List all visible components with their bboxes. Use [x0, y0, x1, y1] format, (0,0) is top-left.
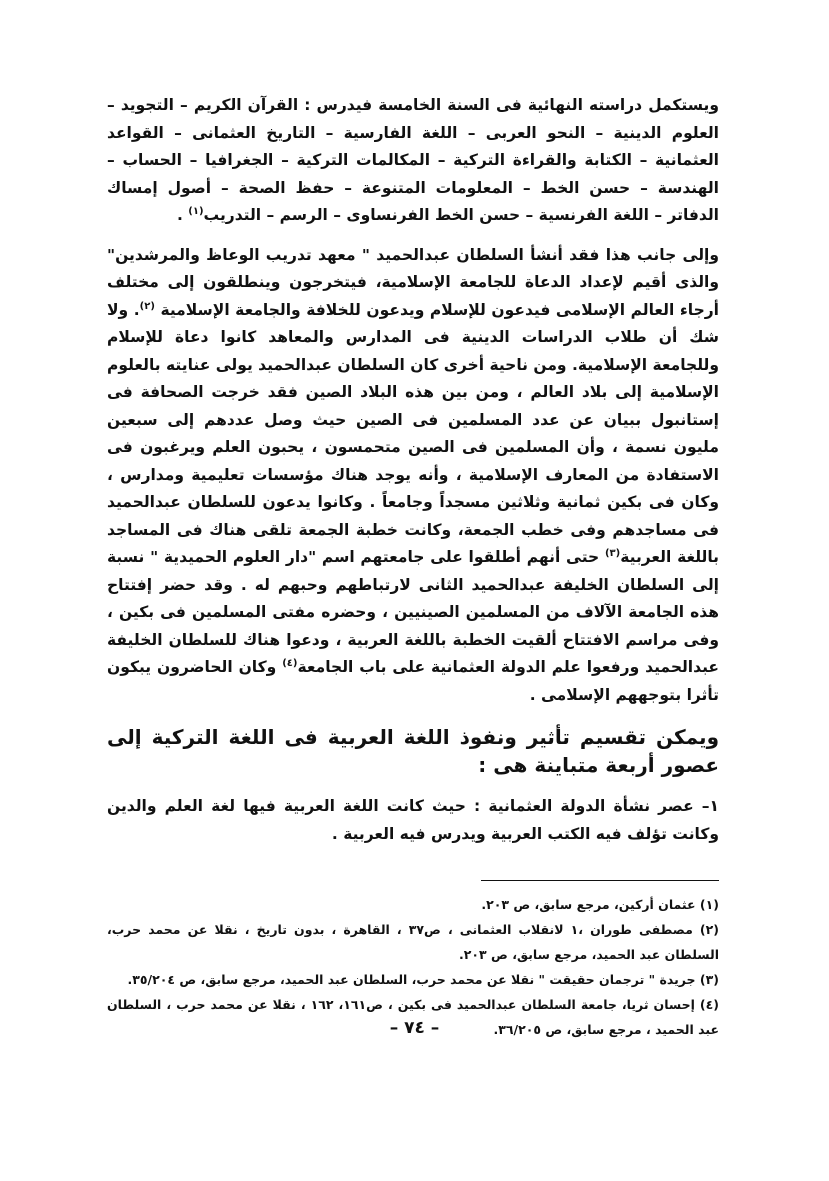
paragraph-text: حتى أنهم أطلقوا على جامعتهم اسم "دار العلوم الحميدية " نسبة إلى السلطان الخليفة عبدالحميد الثانى لارتباطهم وحبهم له . وقد حضر إفتتاح هذه الجامعة الآلاف من المسلمين الصينيين ، وحضره مفتى المسلمين فى بكين ، وفى مراسم الافتتاح ألقيت الخطبة باللغة العربية ، ودعوا هناك للسلطان الخليفة عبدالحميد ورفعوا علم الدولة العثمانية على باب الجامعة: [107, 548, 719, 676]
paragraph-text: ويستكمل دراسته النهائية فى السنة الخامسة فيدرس : القرآن الكريم – التجويد – العلوم الدينية – النحو العربى – اللغة الفارسية – التاريخ العثمانى – القواعد العثمانية – الكتابة والقراءة التركية – المكالمات التركية – الجغرافيا – الحساب – الهندسة – حسن الخط – المعلومات المتنوعة – حفظ الصحة – أصول إمساك الدفاتر – اللغة الفرنسية – حسن الخط الفرنساوى – الرسم – التدريب: [107, 96, 719, 224]
footnote-ref-2: (٢): [139, 300, 155, 312]
paragraph-text: . ولا شك أن طلاب الدراسات الدينية فى المدارس والمعاهد كانوا دعاة للإسلام وللجامعة الإسلامية. ومن ناحية أخرى كان السلطان عبدالحميد يولى عنايته بالعلوم الإسلامية إلى بلاد العالم ، ومن بين هذه البلاد الصين فقد خرجت الصحافة فى إستانبول ببيان عن عدد المسلمين فى الصين حيث وصل عددهم إلى سبعين مليون نسمة ، وأن المسلمين فى الصين متحمسون ، يحبون العلم ويرغبون فى الاستفادة من المعارف الإسلامية ، وأنه يوجد هناك مؤسسات تعليمية ومدارس ، وكان فى بكين ثمانية وثلاثين مسجداً وجامعاً . وكانوا يدعون للسلطان عبدالحميد فى مساجدهم وفى خطب الجمعة، وكانت خطبة الجمعة تلقى هناك فى المساجد باللغة العربية: [107, 300, 719, 566]
list-item-label: ١– عصر نشأة الدولة العثمانية :: [474, 797, 720, 815]
paragraph-curriculum: [107, 92, 719, 230]
page-number: – ٧٤ –: [389, 1018, 440, 1038]
footnote-3: (٣) جريدة " ترجمان حقيقت " نقلا عن محمد حرب، السلطان عبد الحميد، مرجع سابق، ص ٣٥/٢٠٤.: [127, 972, 719, 987]
footnote-separator: [481, 880, 719, 881]
footnote-ref-1: (١): [188, 205, 204, 217]
paragraph-text: وكان الحاضرون يبكون تأثرا بتوجههم الإسلامى .: [107, 658, 719, 704]
list-item-era-1: [107, 793, 719, 848]
list-item-text: حيث كانت اللغة العربية فيها لغة العلم والدين وكانت تؤلف فيه الكتب العربية ويدرس فيه العربية .: [107, 797, 719, 843]
section-heading: ويمكن تقسيم تأثير ونفوذ اللغة العربية فى اللغة التركية إلى عصور أربعة متباينة هى :: [107, 725, 719, 777]
footnote-1: (١) عثمان أركين، مرجع سابق، ص ٢٠٣.: [481, 897, 719, 912]
footnote-ref-3: (٣): [604, 547, 621, 559]
footnote-4: (٤) إحسان ثريا، جامعة السلطان عبدالحميد فى بكين ، ص١٦١، ١٦٢ ، نقلا عن محمد حرب ، السلطان عبد الحميد ، مرجع سابق، ص ٣٦/٢٠٥.: [107, 997, 719, 1037]
paragraph-text: وإلى جانب هذا فقد أنشأ السلطان عبدالحميد " معهد تدريب الوعاظ والمرشدين" والذى أقيم لإعداد الدعاة للجامعة الإسلامية، فيتخرجون وينطلقون إلى مختلف أرجاء العالم الإسلامى فيدعون للإسلام ويدعون للخلافة والجامعة الإسلامية: [107, 245, 719, 319]
body-column: [107, 92, 719, 848]
paragraph-institute: [107, 242, 719, 710]
paragraph-end: .: [176, 206, 189, 224]
footnote-2: (٢) مصطفى طوران ،١ لانقلاب العثمانى ، ص٣٧ ، القاهرة ، بدون تاريخ ، نقلا عن محمد حرب، السلطان عبد الحميد، مرجع سابق، ص ٢٠٣.: [107, 922, 720, 962]
footnote-ref-4: (٤): [282, 657, 298, 669]
